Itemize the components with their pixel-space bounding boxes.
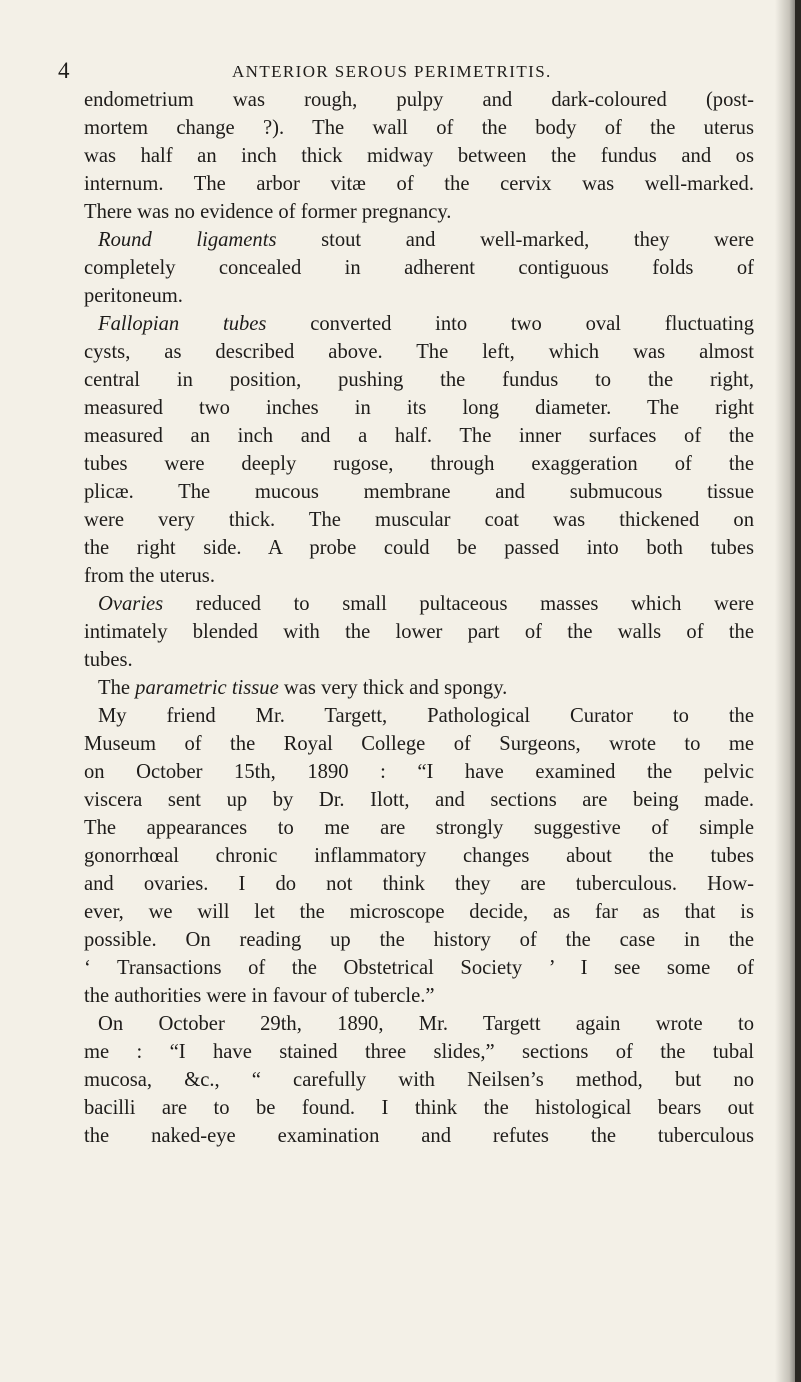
text-segment: possible. On reading up the history of the case in the [84, 929, 754, 951]
text-segment: converted into two oval fluctuating [266, 313, 754, 335]
text-segment: was half an inch thick midway between the fundus and os [84, 145, 754, 167]
text-line [84, 1066, 754, 1094]
text-segment: cysts, as described above. The left, which was almost [84, 341, 754, 363]
italic-term: parametric tissue [135, 677, 279, 699]
text-line [84, 730, 754, 758]
text-segment: bacilli are to be found. I think the histological bears out [84, 1097, 754, 1119]
text-line [84, 1122, 754, 1150]
text-line [84, 170, 754, 198]
text-segment: me : “I have stained three slides,” sections of the tubal [84, 1041, 754, 1063]
text-segment: reduced to small pultaceous masses which were [163, 593, 754, 615]
text-segment: central in position, pushing the fundus to the right, [84, 369, 754, 391]
text-segment: ‘ Transactions of the Obstetrical Society ’ I see some of [84, 957, 754, 979]
body-text [84, 86, 754, 1150]
text-line [84, 786, 754, 814]
text-line [84, 926, 754, 954]
text-line [84, 450, 754, 478]
text-line [84, 478, 754, 506]
text-line [84, 702, 754, 730]
page-edge [795, 0, 801, 1382]
italic-term: Fallopian tubes [98, 313, 267, 335]
text-line [84, 366, 754, 394]
text-segment: the naked-eye examination and refutes the tuberculous [84, 1125, 754, 1147]
text-segment: measured two inches in its long diameter. The right [84, 397, 754, 419]
text-line [84, 1010, 754, 1038]
text-line [84, 1094, 754, 1122]
text-line [84, 898, 754, 926]
text-segment: peritoneum. [84, 285, 183, 307]
text-line [84, 310, 754, 338]
text-line [84, 618, 754, 646]
text-segment: There was no evidence of former pregnancy. [84, 201, 452, 223]
text-line [84, 86, 754, 114]
text-segment: internum. The arbor vitæ of the cervix was well-marked. [84, 173, 754, 195]
text-segment: plicæ. The mucous membrane and submucous tissue [84, 481, 754, 503]
text-line [84, 198, 754, 226]
text-segment: the right side. A probe could be passed into both tubes [84, 537, 754, 559]
text-line [84, 590, 754, 618]
running-title: ANTERIOR SEROUS PERIMETRITIS. [232, 62, 552, 81]
text-segment: viscera sent up by Dr. Ilott, and sections are being made. [84, 789, 754, 811]
text-segment: and ovaries. I do not think they are tuberculous. How- [84, 873, 754, 895]
text-segment: The [98, 677, 136, 699]
text-segment: My friend Mr. Targett, Pathological Curator to the [98, 705, 754, 727]
text-line [84, 1038, 754, 1066]
text-segment: measured an inch and a half. The inner surfaces of the [84, 425, 754, 447]
text-segment: on October 15th, 1890 : “I have examined the pelvic [84, 761, 754, 783]
italic-term: Ovaries [98, 593, 164, 615]
text-line [84, 674, 754, 702]
text-line [84, 114, 754, 142]
italic-term: Round ligaments [98, 229, 277, 251]
text-line [84, 338, 754, 366]
text-line [84, 506, 754, 534]
text-segment: On October 29th, 1890, Mr. Targett again wrote to [98, 1013, 754, 1035]
text-line [84, 394, 754, 422]
text-line [84, 842, 754, 870]
text-segment: intimately blended with the lower part of the walls of the [84, 621, 754, 643]
text-segment: Museum of the Royal College of Surgeons, wrote to me [84, 733, 754, 755]
page-number: 4 [58, 58, 70, 83]
text-segment: the authorities were in favour of tubercle.” [84, 985, 435, 1007]
text-line [84, 282, 754, 310]
text-segment: tubes. [84, 649, 133, 671]
text-line [84, 954, 754, 982]
text-segment: stout and well-marked, they were [276, 229, 754, 251]
text-segment: completely concealed in adherent contiguous folds of [84, 257, 754, 279]
text-segment: tubes were deeply rugose, through exaggeration of the [84, 453, 754, 475]
text-line [84, 226, 754, 254]
text-line [84, 870, 754, 898]
text-line [84, 814, 754, 842]
text-segment: mortem change ?). The wall of the body of the uterus [84, 117, 754, 139]
text-line [84, 982, 754, 1010]
text-segment: The appearances to me are strongly suggestive of simple [84, 817, 754, 839]
text-segment: ever, we will let the microscope decide, as far as that is [84, 901, 754, 923]
text-line [84, 534, 754, 562]
text-segment: from the uterus. [84, 565, 215, 587]
text-line [84, 562, 754, 590]
text-segment: endometrium was rough, pulpy and dark-coloured (post- [84, 89, 754, 111]
text-line [84, 758, 754, 786]
text-line [84, 422, 754, 450]
text-segment: gonorrhœal chronic inflammatory changes about the tubes [84, 845, 754, 867]
text-segment: was very thick and spongy. [278, 677, 508, 699]
text-line [84, 254, 754, 282]
text-segment: were very thick. The muscular coat was thickened on [84, 509, 754, 531]
text-line [84, 646, 754, 674]
text-segment: mucosa, &c., “ carefully with Neilsen’s method, but no [84, 1069, 754, 1091]
text-line [84, 142, 754, 170]
